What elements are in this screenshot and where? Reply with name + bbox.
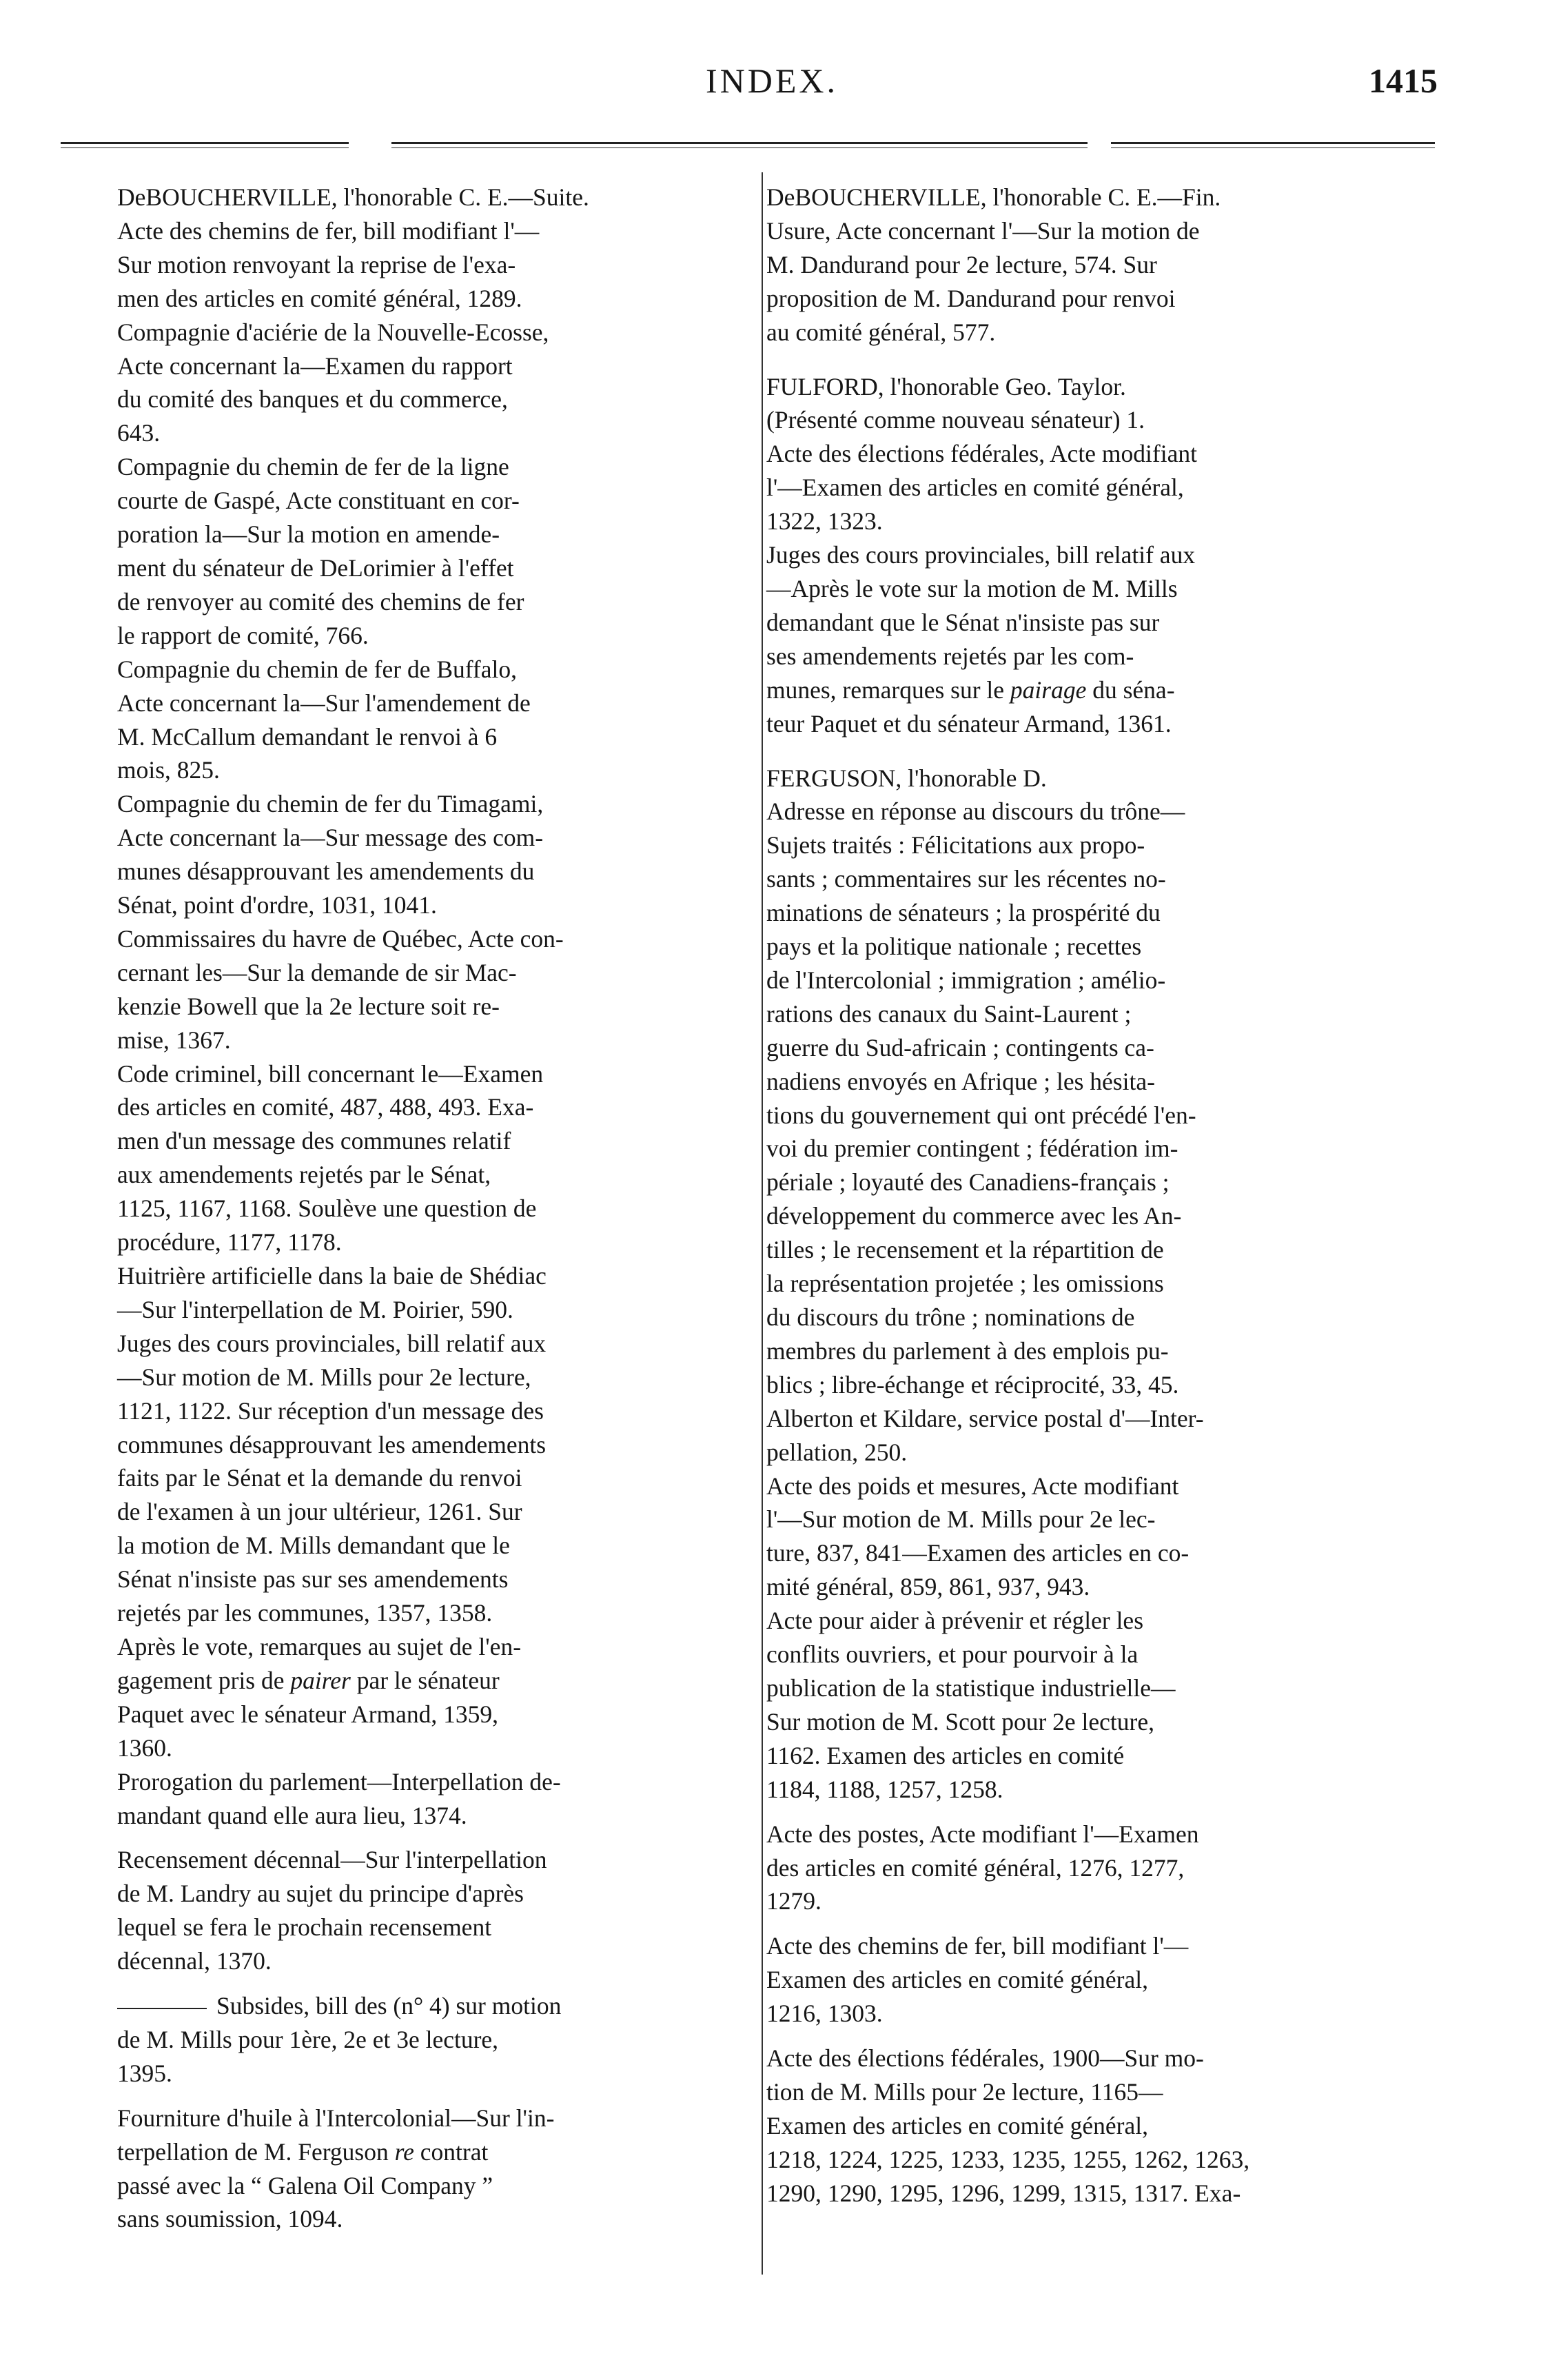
entry-line [117, 585, 748, 619]
entry-line [117, 1024, 748, 1057]
entry-line [766, 2042, 1438, 2075]
index-entry [117, 1765, 748, 1833]
entry-text: faits par le Sénat et la demande du renvoi [117, 1464, 522, 1492]
entry-line [766, 862, 1438, 896]
entry-line [766, 1334, 1438, 1368]
entry-text: de M. Landry au sujet du principe d'après [117, 1880, 524, 1908]
entry-text: Acte des élections fédérales, Acte modifiant [766, 440, 1197, 468]
entry-line [117, 1461, 748, 1495]
entry-text: Acte des chemins de fer, bill modifiant l'— [117, 216, 540, 245]
entry-line [117, 1944, 748, 1978]
entry-text: du discours du trône ; nominations de [766, 1303, 1135, 1331]
entry-text: kenzie Bowell que la 2e lecture soit re- [117, 992, 500, 1020]
entry-line [117, 349, 748, 383]
entry-line [117, 888, 748, 922]
entry-line [117, 1698, 748, 1731]
entry-text: Sur motion renvoyant la reprise de l'exa- [117, 250, 516, 278]
entry-line [117, 1911, 748, 1944]
entry-text: poration la—Sur la motion en amende- [117, 520, 500, 549]
entry-line [117, 1192, 748, 1225]
entry-line [117, 753, 748, 787]
entry-line [117, 821, 748, 855]
entry-line [117, 1327, 748, 1361]
right-column [766, 181, 1438, 2221]
entry-text: tions du gouvernement qui ont précédé l'en- [766, 1101, 1196, 1129]
entry-text: Juges des cours provinciales, bill relatif aux [117, 1329, 547, 1357]
entry-text: minations de sénateurs ; la prospérité du [766, 899, 1161, 927]
entry-line [117, 2202, 748, 2236]
entry-line [766, 1031, 1438, 1065]
page-number: 1415 [1369, 61, 1438, 100]
entry-text: Paquet avec le sénateur Armand, 1359, [117, 1700, 499, 1728]
entry-line [117, 922, 748, 956]
entry-text: Juges des cours provinciales, bill relatif aux [766, 541, 1196, 569]
entry-text: conflits ouvriers, et pour pourvoir à la [766, 1640, 1139, 1669]
entry-text: Acte concernant la—Examen du rapport [117, 352, 513, 380]
entry-line [766, 1099, 1438, 1132]
entry-text: 1216, 1303. [766, 2000, 883, 2028]
header-rule [391, 142, 1088, 148]
entry-line [766, 1671, 1438, 1705]
entry-line [117, 2135, 748, 2169]
entry-line [766, 316, 1438, 349]
entry-text: sants ; commentaires sur les récentes no- [766, 865, 1166, 893]
entry-line [766, 1469, 1438, 1503]
repeat-dash [117, 2008, 207, 2009]
entry-text: men d'un message des communes relatif [117, 1127, 511, 1155]
entry-line [117, 1428, 748, 1462]
entry-text: passé avec la “ Galena Oil Company ” [117, 2171, 493, 2199]
entry-line [117, 1259, 748, 1293]
index-entry [117, 214, 748, 316]
entry-text: 1184, 1188, 1257, 1258. [766, 1775, 1003, 1803]
entry-text: 1290, 1290, 1295, 1296, 1299, 1315, 1317. Exa- [766, 2179, 1241, 2207]
entry-text: membres du parlement à des emplois pu- [766, 1336, 1169, 1365]
index-entry [117, 922, 748, 1057]
entry-text: Sénat n'insiste pas sur ses amendements [117, 1565, 509, 1594]
column-divider [762, 172, 763, 2275]
entry-text: la représentation projetée ; les omissions [766, 1270, 1164, 1298]
entry-text: tion de M. Mills pour 2e lecture, 1165— [766, 2077, 1163, 2106]
entry-text: Usure, Acte concernant l'—Sur la motion de [766, 216, 1200, 245]
entry-line [117, 1664, 748, 1698]
entry-text: publication de la statistique industrielle— [766, 1674, 1176, 1702]
entry-text: voi du premier contingent ; fédération im- [766, 1135, 1178, 1163]
entry-text: Examen des articles en comité général, [766, 2111, 1148, 2139]
entry-text: Sur motion de M. Scott pour 2e lecture, [766, 1707, 1154, 1736]
entry-line [766, 1773, 1438, 1807]
entry-text: —Sur motion de M. Mills pour 2e lecture, [117, 1363, 531, 1391]
entry-text: Compagnie du chemin de fer de Buffalo, [117, 655, 517, 683]
index-entry [766, 538, 1438, 740]
entry-line [117, 1090, 748, 1124]
entry-line [766, 997, 1438, 1031]
entry-line [117, 1765, 748, 1799]
entry-text: 1322, 1323. [766, 507, 883, 536]
entry-text: Sénat, point d'ordre, 1031, 1041. [117, 891, 437, 919]
entry-line [117, 1563, 748, 1596]
entry-text: —Sur l'interpellation de M. Poirier, 590. [117, 1295, 513, 1323]
entry-gap [766, 1918, 1438, 1929]
entry-line [766, 1065, 1438, 1099]
entry-text: 1162. Examen des articles en comité [766, 1741, 1125, 1769]
entry-line [117, 1843, 748, 1877]
entry-text: 1218, 1224, 1225, 1233, 1235, 1255, 1262, 1263, [766, 2145, 1250, 2173]
entry-line [766, 1884, 1438, 1918]
entry-line [766, 1436, 1438, 1469]
entry-line [117, 720, 748, 754]
entry-text: munes désapprouvant les amendements du [117, 857, 535, 886]
entry-line [766, 1132, 1438, 1166]
entry-text: de l'examen à un jour ultérieur, 1261. Sur [117, 1498, 522, 1526]
entry-line [117, 2057, 748, 2091]
entry-line [117, 450, 748, 484]
entry-text: rejetés par les communes, 1357, 1358. [117, 1599, 493, 1627]
entry-text: Sujets traités : Félicitations aux propo- [766, 831, 1145, 860]
entry-text: la motion de M. Mills demandant que le [117, 1532, 510, 1560]
index-entry [117, 450, 748, 652]
entry-line [766, 282, 1438, 316]
entry-text: 643. [117, 419, 161, 447]
left-column [117, 181, 748, 2247]
italic-term: pairer [290, 1666, 351, 1694]
entry-line [117, 990, 748, 1024]
index-entry [766, 214, 1438, 349]
entry-line [117, 956, 748, 990]
entry-text: blics ; libre-échange et réciprocité, 33, 45. [766, 1370, 1179, 1398]
entry-line [117, 1596, 748, 1630]
entry-line [766, 1402, 1438, 1436]
entry-text: men des articles en comité général, 1289. [117, 284, 522, 312]
entry-text: Acte concernant la—Sur l'amendement de [117, 689, 531, 717]
entry-text: —Après le vote sur la motion de M. Mills [766, 574, 1178, 602]
section-heading: DeBOUCHERVILLE, l'honorable C. E.—Fin. [766, 183, 1221, 211]
entry-text: Acte pour aider à prévenir et régler les [766, 1607, 1144, 1635]
entry-text: mise, 1367. [117, 1026, 231, 1054]
entry-text: du séna- [1086, 675, 1175, 704]
entry-text: ture, 837, 841—Examen des articles en co- [766, 1539, 1190, 1567]
entry-line [150, 1989, 748, 2023]
entry-text: teur Paquet et du sénateur Armand, 1361. [766, 709, 1172, 738]
entry-line [117, 2102, 748, 2135]
entry-line [117, 484, 748, 518]
entry-line [117, 787, 748, 821]
entry-text: Acte des postes, Acte modifiant l'—Examen [766, 1820, 1199, 1848]
entry-line [117, 1293, 748, 1327]
entry-line [766, 795, 1438, 828]
entry-line [117, 1630, 748, 1664]
index-entry [766, 2042, 1438, 2210]
entry-line [117, 1158, 748, 1192]
entry-text: Recensement décennal—Sur l'interpellation [117, 1846, 547, 1874]
entry-line [766, 505, 1438, 538]
entry-line [766, 1638, 1438, 1671]
entry-line [766, 896, 1438, 930]
entry-line [766, 214, 1438, 248]
entry-text: développement du commerce avec les An- [766, 1202, 1182, 1230]
index-entry [117, 316, 748, 451]
entry-line [766, 1818, 1438, 1851]
index-entry [117, 1259, 748, 1327]
entry-text: courte de Gaspé, Acte constituant en cor- [117, 487, 520, 515]
entry-line [766, 1368, 1438, 1402]
entry-line [117, 1799, 748, 1833]
entry-text: périale ; loyauté des Canadiens-français ; [766, 1168, 1170, 1197]
page-title: INDEX. [705, 61, 839, 100]
index-entry [117, 787, 748, 922]
index-entry [766, 437, 1438, 538]
entry-text: du comité des banques et du commerce, [117, 385, 508, 414]
entry-line [117, 551, 748, 585]
entry-line [117, 416, 748, 450]
entry-text: l'—Examen des articles en comité général, [766, 474, 1184, 502]
section-gap [766, 741, 1438, 762]
entry-text: de M. Mills pour 1ère, 2e et 3e lecture, [117, 2025, 499, 2053]
entry-text: pellation, 250. [766, 1438, 908, 1466]
entry-line [117, 1877, 748, 1911]
entry-text: lequel se fera le prochain recensement [117, 1913, 492, 1942]
entry-text: 1125, 1167, 1168. Soulève une question de [117, 1194, 537, 1223]
entry-text: Code criminel, bill concernant le—Examen [117, 1059, 544, 1088]
entry-text: des articles en comité général, 1276, 1277, [766, 1853, 1185, 1882]
entry-text: aux amendements rejetés par le Sénat, [117, 1161, 491, 1189]
entry-text: par le sénateur [350, 1666, 500, 1694]
section-heading: DeBOUCHERVILLE, l'honorable C. E.—Suite. [117, 183, 589, 211]
entry-line [766, 1199, 1438, 1233]
entry-line [117, 619, 748, 653]
section-gap [766, 349, 1438, 370]
entry-text: sans soumission, 1094. [117, 2205, 343, 2233]
entry-text: guerre du Sud-africain ; contingents ca- [766, 1033, 1154, 1061]
entry-line [766, 1503, 1438, 1536]
entry-text: Acte concernant la—Sur message des com- [117, 824, 544, 852]
entry-text: Acte des chemins de fer, bill modifiant l'— [766, 1932, 1189, 1960]
entry-line [117, 214, 748, 248]
entry-line [766, 1233, 1438, 1267]
entry-line [766, 2143, 1438, 2177]
entry-line [766, 1166, 1438, 1199]
entry-gap [117, 2091, 748, 2102]
entry-line [766, 538, 1438, 572]
entry-text: M. Dandurand pour 2e lecture, 574. Sur [766, 250, 1157, 278]
entry-text: décennal, 1370. [117, 1947, 272, 1975]
entry-text: mité général, 859, 861, 937, 943. [766, 1573, 1090, 1601]
entry-line [766, 248, 1438, 282]
header-rule [61, 142, 349, 148]
entry-line [117, 653, 748, 686]
entry-line [766, 1929, 1438, 1963]
entry-gap [117, 1978, 748, 1989]
entry-text: terpellation de M. Ferguson [117, 2137, 395, 2166]
entry-text: tilles ; le recensement et la répartition de [766, 1236, 1164, 1264]
italic-term: re [394, 2137, 414, 2166]
index-entry [766, 1818, 1438, 1919]
entry-text: Adresse en réponse au discours du trône— [766, 797, 1185, 826]
entry-text: Compagnie du chemin de fer du Timagami, [117, 790, 544, 818]
entry-text: Subsides, bill des (n° 4) sur motion [216, 1992, 562, 2020]
entry-line [766, 606, 1438, 640]
index-entry [766, 795, 1438, 1401]
entry-line [117, 1529, 748, 1563]
entry-line [117, 1225, 748, 1259]
entry-line [117, 2169, 748, 2203]
entry-line [766, 1570, 1438, 1604]
entry-text: procédure, 1177, 1178. [117, 1228, 342, 1257]
entry-gap [766, 2210, 1438, 2221]
entry-line [766, 1851, 1438, 1885]
entry-text: demandant que le Sénat n'insiste pas sur [766, 608, 1160, 636]
entry-text: rations des canaux du Saint-Laurent ; [766, 999, 1132, 1028]
entry-text: Examen des articles en comité général, [766, 1966, 1148, 1994]
entry-gap [766, 1807, 1438, 1818]
entry-text: mandant quand elle aura lieu, 1374. [117, 1801, 467, 1829]
entry-line [766, 1997, 1438, 2031]
header-rule [1111, 142, 1435, 148]
entry-line [117, 855, 748, 888]
entry-text: Huitrière artificielle dans la baie de Shédiac [117, 1262, 547, 1290]
entry-line [117, 1124, 748, 1158]
entry-line [117, 1394, 748, 1428]
entry-line [766, 640, 1438, 673]
entry-line [766, 1604, 1438, 1638]
entry-gap [766, 2031, 1438, 2042]
entry-text: gagement pris de [117, 1666, 291, 1694]
entry-line [766, 707, 1438, 741]
entry-text: Alberton et Kildare, service postal d'—Inter- [766, 1404, 1204, 1432]
entry-text: (Présenté comme nouveau sénateur) 1. [766, 406, 1145, 434]
entry-text: Acte des poids et mesures, Acte modifiant [766, 1472, 1179, 1500]
entry-text: des articles en comité, 487, 488, 493. Exa- [117, 1093, 534, 1121]
entry-text: Commissaires du havre de Québec, Acte con- [117, 924, 564, 953]
entry-text: Acte des élections fédérales, 1900—Sur mo- [766, 2044, 1204, 2073]
entry-text: ses amendements rejetés par les com- [766, 642, 1134, 670]
entry-line [766, 2177, 1438, 2210]
index-entry [117, 1057, 748, 1259]
entry-line [766, 1963, 1438, 1997]
entry-text: l'—Sur motion de M. Mills pour 2e lec- [766, 1505, 1156, 1534]
index-entry [117, 653, 748, 788]
entry-text: 1395. [117, 2059, 172, 2087]
entry-line [117, 1361, 748, 1394]
entry-text: pays et la politique nationale ; recettes [766, 933, 1142, 961]
index-entry [117, 1843, 748, 1978]
index-entry [117, 1989, 748, 2091]
entry-line [766, 1536, 1438, 1570]
entry-line [766, 1705, 1438, 1739]
entry-line [766, 828, 1438, 862]
entry-line [117, 316, 748, 349]
entry-text: communes désapprouvant les amendements [117, 1430, 547, 1458]
entry-line [766, 964, 1438, 997]
index-entry [117, 1327, 748, 1765]
index-entry [766, 1469, 1438, 1605]
entry-text: Fourniture d'huile à l'Intercolonial—Sur l'in- [117, 2104, 555, 2132]
entry-text: le rapport de comité, 766. [117, 621, 369, 649]
entry-line [117, 383, 748, 416]
entry-line [117, 248, 748, 282]
entry-line [117, 1495, 748, 1529]
entry-text: au comité général, 577. [766, 318, 996, 346]
entry-line [766, 673, 1438, 707]
section-heading: FULFORD, l'honorable Geo. Taylor. [766, 372, 1126, 400]
entry-line [766, 471, 1438, 505]
entry-text: M. McCallum demandant le renvoi à 6 [117, 722, 498, 751]
entry-line [117, 282, 748, 316]
entry-text: de renvoyer au comité des chemins de fer [117, 587, 524, 616]
index-entry [766, 1929, 1438, 2031]
entry-line [117, 1731, 748, 1765]
entry-text: Prorogation du parlement—Interpellation de- [117, 1767, 561, 1796]
entry-line [766, 930, 1438, 964]
index-entry [766, 1402, 1438, 1469]
entry-gap [117, 2236, 748, 2247]
entry-line [766, 437, 1438, 471]
entry-line [766, 1267, 1438, 1301]
entry-line [117, 1057, 748, 1091]
italic-term: pairage [1010, 675, 1087, 704]
index-entry [117, 2102, 748, 2237]
entry-text: cernant les—Sur la demande de sir Mac- [117, 958, 517, 986]
entry-text: Compagnie d'aciérie de la Nouvelle-Ecosse, [117, 318, 549, 346]
entry-text: 1279. [766, 1887, 821, 1915]
entry-line [766, 1301, 1438, 1334]
entry-text: Après le vote, remarques au sujet de l'en- [117, 1632, 522, 1660]
entry-line [117, 686, 748, 720]
entry-text: nadiens envoyés en Afrique ; les hésita- [766, 1067, 1155, 1095]
entry-line [766, 1739, 1438, 1773]
entry-text: munes, remarques sur le [766, 675, 1010, 704]
index-entry [766, 1604, 1438, 1806]
entry-text: proposition de M. Dandurand pour renvoi [766, 284, 1176, 312]
entry-text: ment du sénateur de DeLorimier à l'effet [117, 553, 514, 582]
entry-text: 1360. [117, 1733, 172, 1762]
entry-line [117, 518, 748, 551]
section-heading: FERGUSON, l'honorable D. [766, 764, 1047, 792]
entry-text: mois, 825. [117, 756, 220, 784]
entry-gap [117, 1832, 748, 1843]
entry-line [117, 2023, 748, 2057]
entry-text: de l'Intercolonial ; immigration ; amélio- [766, 966, 1166, 994]
entry-line [766, 2109, 1438, 2143]
entry-text: Compagnie du chemin de fer de la ligne [117, 453, 509, 481]
entry-line [766, 403, 1438, 437]
entry-line [766, 572, 1438, 606]
page-header [0, 61, 1541, 116]
entry-text: contrat [414, 2137, 489, 2166]
entry-text: 1121, 1122. Sur réception d'un message des [117, 1396, 544, 1425]
index-entry [766, 403, 1438, 437]
entry-line [766, 2075, 1438, 2109]
